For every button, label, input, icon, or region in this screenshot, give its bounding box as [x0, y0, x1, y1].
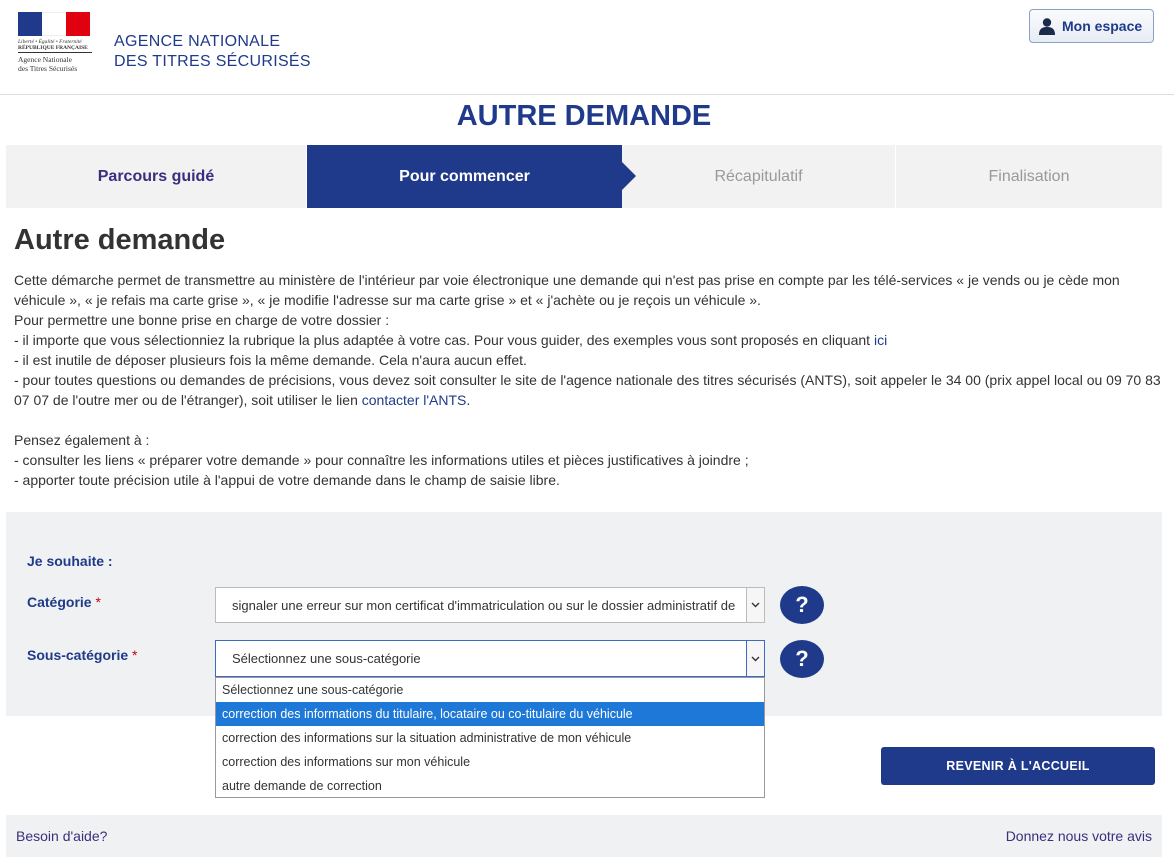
subcategory-option[interactable]: correction des informations sur mon véhicule [222, 755, 471, 769]
intro-text [14, 270, 1164, 490]
french-flag-icon [18, 12, 90, 36]
footer [6, 815, 1162, 857]
examples-link[interactable]: ici [873, 332, 888, 348]
step-parcours-guide[interactable]: Parcours guidé [6, 145, 307, 208]
subcategory-label [27, 647, 137, 663]
chevron-down-icon[interactable] [746, 641, 764, 676]
intro-paragraph [14, 330, 1164, 350]
logo-agency-line2: des Titres Sécurisés [18, 64, 78, 73]
my-space-label: Mon espace [1062, 18, 1143, 34]
intro-paragraph: - il est inutile de déposer plusieurs fois la même demande. Cela n'aura aucun effet. [14, 352, 527, 368]
contact-ants-link[interactable]: contacter l'ANTS [361, 392, 467, 408]
intro-paragraph: - apporter toute précision utile à l'appui de votre demande dans le champ de saisie libre. [14, 472, 560, 488]
back-to-home-button[interactable]: REVENIR À L'ACCUEIL [881, 747, 1155, 785]
intro-paragraph: Pensez également à : [14, 432, 150, 448]
subcategory-select[interactable] [215, 640, 765, 677]
step-recapitulatif: Récapitulatif [622, 145, 896, 208]
category-select-value: signaler une erreur sur mon certificat d'immatriculation ou sur le dossier administratif de [232, 597, 736, 613]
subcategory-label-text: Sous-catégorie [27, 647, 129, 663]
subcategory-option[interactable]: autre demande de correction [222, 779, 382, 793]
intro-paragraph: Pour permettre une bonne prise en charge de votre dossier : [14, 312, 390, 328]
logo-agency-line1: Agence Nationale [18, 55, 72, 64]
agency-name-line2: DES TITRES SÉCURISÉS [114, 53, 311, 70]
logo-republic: RÉPUBLIQUE FRANÇAISE [18, 45, 92, 53]
page-heading: AUTRE DEMANDE [456, 100, 712, 132]
category-label [27, 594, 101, 610]
subcategory-option[interactable]: correction des informations sur la situation administrative de mon véhicule [222, 731, 632, 745]
site-header [0, 0, 1174, 95]
subcategory-option[interactable]: correction des informations du titulaire, locataire ou co-titulaire du véhicule [216, 702, 764, 726]
intro-paragraph: - consulter les liens « préparer votre demande » pour connaître les informations utiles et pièces justificatives à joindre ; [14, 452, 749, 468]
category-select[interactable] [215, 587, 765, 623]
step-pour-commencer: Pour commencer [307, 145, 622, 208]
category-label-text: Catégorie [27, 594, 92, 610]
feedback-link[interactable]: Donnez nous votre avis [1005, 828, 1152, 844]
logo-motto: Liberté • Égalité • Fraternité [18, 39, 82, 45]
user-icon [1038, 17, 1056, 35]
step-finalisation: Finalisation [896, 145, 1162, 208]
intro-text-segment: . [466, 392, 471, 408]
subcategory-help-button[interactable]: ? [780, 640, 824, 678]
required-mark: * [95, 594, 101, 610]
subcategory-dropdown-list [215, 677, 765, 798]
subcategory-option[interactable]: Sélectionnez une sous-catégorie [222, 683, 404, 697]
required-mark: * [132, 647, 138, 663]
agency-name-line1: AGENCE NATIONALE [114, 33, 281, 50]
my-space-button[interactable] [1029, 9, 1154, 43]
form-heading: Je souhaite : [27, 553, 113, 569]
section-title: Autre demande [14, 224, 226, 256]
marianne-logo[interactable] [18, 12, 92, 82]
chevron-down-icon[interactable] [746, 588, 764, 622]
intro-paragraph: Cette démarche permet de transmettre au ministère de l'intérieur par voie électronique une demande qui n'est pas prise en compte par les télé-services « je vends ou je cède mon véhicule », « je refais ma carte grise », « je modifie l'adresse sur ma carte grise » et « j'achète ou je reçois un véhicule ». [14, 272, 1120, 308]
subcategory-select-value: Sélectionnez une sous-catégorie [232, 651, 421, 666]
category-help-button[interactable]: ? [780, 586, 824, 624]
agency-name [114, 32, 311, 72]
intro-text-segment: - pour toutes questions ou demandes de précisions, vous devez soit consulter le site de l'agence nationale des titres sécurisés (ANTS), soit appeler le 34 00 (prix appel local ou 09 70 83 07 07 de l'outre mer ou de l'étranger), soit utiliser le lien [14, 372, 1161, 408]
progress-steps [6, 145, 1162, 208]
intro-text-segment: - il importe que vous sélectionniez la rubrique la plus adaptée à votre cas. Pour vous guider, des exemples vous sont proposés en cliquant [14, 332, 874, 348]
intro-paragraph [14, 370, 1164, 410]
help-link[interactable]: Besoin d'aide? [16, 828, 108, 844]
